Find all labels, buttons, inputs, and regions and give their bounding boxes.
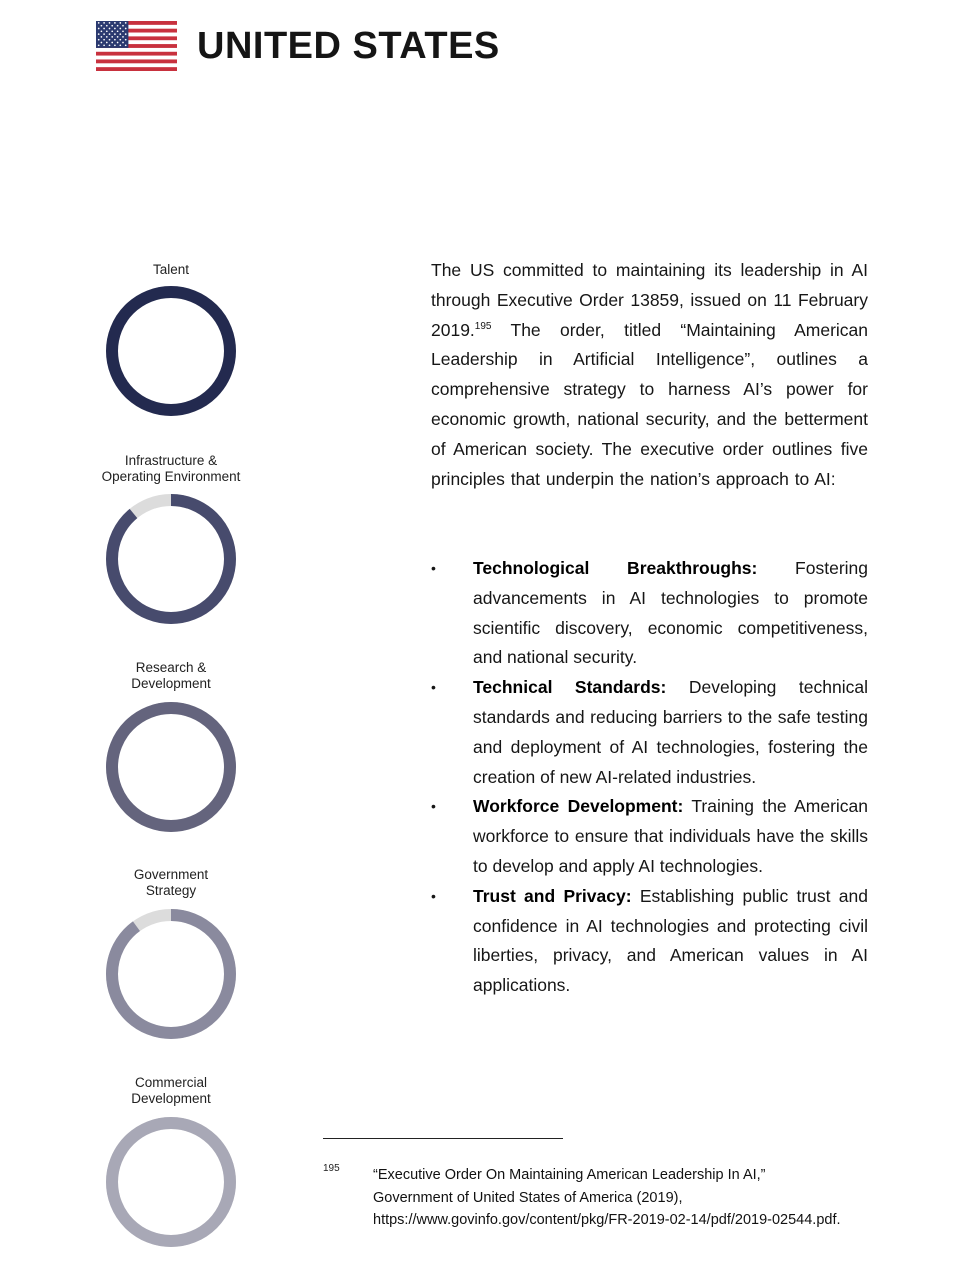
flag-star [106, 42, 108, 44]
flag-star [117, 36, 119, 38]
flag-star [106, 25, 108, 27]
pillar-label: Government Strategy [133, 867, 209, 898]
pillar-label: Research & Development [131, 660, 211, 691]
pillar-donut [104, 284, 238, 418]
flag-star [98, 22, 100, 24]
pillar-donut [104, 492, 238, 626]
donut-score-arc [112, 1123, 230, 1241]
flag-star [98, 33, 100, 35]
flag-star [109, 39, 111, 41]
footnote-ref[interactable]: 195 [474, 320, 492, 332]
flag-star [114, 33, 116, 35]
flag-star [101, 25, 103, 27]
bullet-icon: • [431, 887, 436, 904]
pillar-commercial [71, 1075, 271, 1107]
flag-star [119, 28, 121, 30]
flag-star [122, 36, 124, 38]
flag-star [103, 44, 105, 46]
flag-stripe [96, 59, 177, 63]
list-item: • Workforce Development: Training the American workforce to ensure that individuals have the skills to develop and apply AI technologies. [431, 792, 868, 881]
pillar-donut [104, 1115, 238, 1249]
flag-star [122, 42, 124, 44]
pillar-donut [104, 907, 238, 1041]
flag-star [119, 22, 121, 24]
pillar-infrastructure [71, 453, 271, 485]
footnote-link[interactable]: https://www.govinfo.gov/content/pkg/FR-2019-02-14/pdf/2019-02544.pdf. [373, 1212, 841, 1228]
pillar-donut [104, 700, 238, 834]
us-flag-icon [96, 21, 177, 71]
flag-star [117, 30, 119, 32]
flag-stripe [96, 56, 177, 60]
flag-star [119, 33, 121, 35]
flag-star [125, 28, 127, 30]
flag-star [111, 36, 113, 38]
flag-star [125, 44, 127, 46]
flag-star [109, 22, 111, 24]
intro-paragraph: The US committed to maintaining its leadership in AI through Executive Order 13859, issued on 11 February 2019.$^{195}$ The order, titled “Maintaining American Leadership in Artificial Intelligence”, outlines a comprehensive strategy to harness AI’s power for economic growth, national security, and the betterment of American society. The executive order outlines five principles that underpin the nation’s approach to AI: [431, 260, 868, 489]
flag-stripe [96, 63, 177, 67]
list-item: • Trust and Privacy: Establishing public trust and confidence in AI technologies and protecting civil liberties, privacy, and American values in AI applications. [431, 882, 868, 1001]
principles-list [431, 554, 868, 1001]
pillar-research [71, 660, 271, 692]
flag-star [109, 33, 111, 35]
donut-score-arc [112, 915, 230, 1033]
flag-stripe [96, 67, 177, 71]
flag-star [98, 44, 100, 46]
flag-star [122, 25, 124, 27]
flag-star [103, 22, 105, 24]
flag-stripe [96, 52, 177, 56]
flag-star [101, 36, 103, 38]
flag-star [111, 42, 113, 44]
pillar-talent [71, 262, 271, 278]
footnote-text: “Executive Order On Maintaining American Leadership In AI,” Government of United States of America (2019), https://www.govinfo.gov/content/pkg/FR-2019-02-14/pdf/2019-02544.pdf. [373, 1164, 869, 1232]
flag-star [114, 39, 116, 41]
flag-star [119, 39, 121, 41]
flag-star [109, 44, 111, 46]
bullet-icon: • [431, 679, 436, 696]
flag-star [114, 44, 116, 46]
flag-star [125, 33, 127, 35]
flag-star [103, 33, 105, 35]
flag-star [122, 30, 124, 32]
flag-star [103, 39, 105, 41]
flag-star [114, 28, 116, 30]
flag-star [106, 30, 108, 32]
flag-star [109, 28, 111, 30]
flag-star [103, 28, 105, 30]
flag-star [98, 28, 100, 30]
donut-score-arc [112, 708, 230, 826]
donut-score-arc [112, 292, 230, 410]
flag-star [119, 44, 121, 46]
flag-star [101, 30, 103, 32]
donut-score-arc [112, 500, 230, 618]
flag-star [117, 42, 119, 44]
flag-star [117, 25, 119, 27]
pillar-label: Infrastructure & Operating Environment [101, 453, 241, 484]
page-header [96, 20, 500, 72]
flag-star [125, 22, 127, 24]
flag-star [111, 25, 113, 27]
pillar-label: Commercial Development [131, 1075, 211, 1106]
flag-star [111, 30, 113, 32]
flag-star [101, 42, 103, 44]
flag-star [125, 39, 127, 41]
flag-star [98, 39, 100, 41]
page-title: UNITED STATES [197, 25, 500, 67]
list-item: • Technological Breakthroughs: Fostering advancements in AI technologies to promote scientific discovery, economic competitiveness, and national security. [431, 554, 868, 673]
pillar-government [71, 867, 271, 899]
list-item: • Technical Standards: Developing technical standards and reducing barriers to the safe testing and deployment of AI technologies, fostering the creation of new AI-related industries. [431, 673, 868, 792]
flag-stripe [96, 48, 177, 52]
pillar-label: Talent [152, 262, 190, 277]
bullet-icon: • [431, 798, 436, 815]
footnote-divider [323, 1138, 563, 1139]
footnote-number: 195 [323, 1163, 340, 1174]
flag-star [106, 36, 108, 38]
bullet-icon: • [431, 560, 436, 576]
flag-star [114, 22, 116, 24]
